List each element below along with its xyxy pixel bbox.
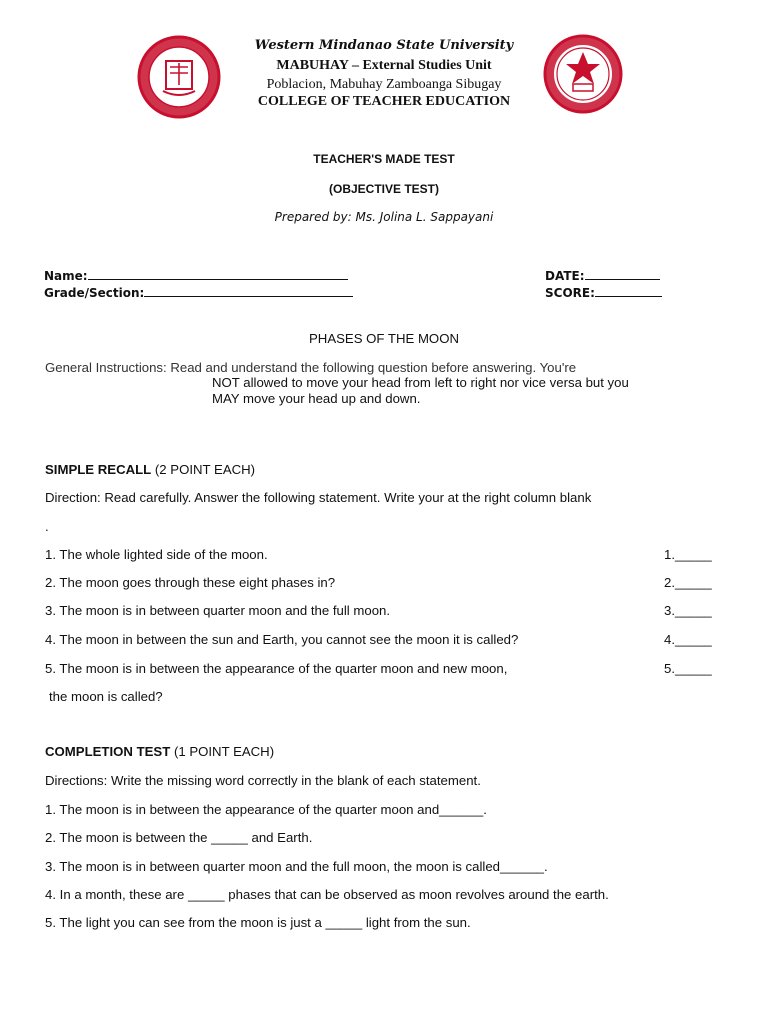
recall-item-3: 3. The moon is in between quarter moon and the full moon. <box>45 603 391 618</box>
test-subtitle: (OBJECTIVE TEST) <box>328 182 439 196</box>
instructions-line-2: NOT allowed to move your head from left to right nor vice versa but you <box>212 375 629 390</box>
prepared-by: Prepared by: Ms. Jolina L. Sappayani <box>274 210 494 224</box>
completion-direction: Directions: Write the missing word correctly in the blank of each statement. <box>45 773 481 788</box>
completion-item-3: 3. The moon is in between quarter moon and the full moon, the moon is called______. <box>45 859 548 874</box>
completion-item-4: 4. In a month, these are _____ phases that can be observed as moon revolves around the earth. <box>45 887 609 902</box>
date-line <box>585 268 660 280</box>
simple-recall-direction-cont: . <box>45 519 49 534</box>
score-line <box>595 285 662 297</box>
name-label: Name: <box>44 269 88 283</box>
completion-points: (1 POINT EACH) <box>173 744 275 759</box>
simple-recall-heading <box>45 462 255 477</box>
recall-item-1: 1. The whole lighted side of the moon. <box>45 547 268 562</box>
completion-heading <box>45 744 274 759</box>
simple-recall-title: SIMPLE RECALL <box>45 462 152 477</box>
college-name: COLLEGE OF TEACHER EDUCATION <box>257 94 511 109</box>
simple-recall-direction: Direction: Read carefully. Answer the following statement. Write your at the right column blank <box>45 490 592 505</box>
score-field[interactable] <box>545 285 662 300</box>
recall-item-4: 4. The moon in between the sun and Earth, you cannot see the moon it is called? <box>45 632 519 647</box>
date-field[interactable] <box>545 268 660 283</box>
university-name: Western Mindanao State University <box>254 38 514 53</box>
simple-recall-points: (2 POINT EACH) <box>154 462 256 477</box>
instructions-line-1: General Instructions: Read and understand the following question before answering. You're <box>45 360 577 375</box>
recall-answer-3[interactable]: 3._____ <box>664 603 712 618</box>
completion-title: COMPLETION TEST <box>45 744 171 759</box>
unit-name: MABUHAY – External Studies Unit <box>276 58 492 73</box>
grade-section-label: Grade/Section: <box>44 286 145 300</box>
recall-answer-5[interactable]: 5._____ <box>664 661 712 676</box>
name-field[interactable] <box>44 268 348 283</box>
recall-answer-2[interactable]: 2._____ <box>664 575 712 590</box>
date-label: DATE: <box>545 269 585 283</box>
recall-answer-4[interactable]: 4._____ <box>664 632 712 647</box>
grade-section-field[interactable] <box>44 285 353 300</box>
test-title: TEACHER'S MADE TEST <box>313 152 455 166</box>
unit-address: Poblacion, Mabuhay Zamboanga Sibugay <box>266 77 502 92</box>
completion-item-2: 2. The moon is between the _____ and Earth. <box>45 830 313 845</box>
recall-item-2: 2. The moon goes through these eight phases in? <box>45 575 336 590</box>
recall-answer-1[interactable]: 1._____ <box>664 547 712 562</box>
name-line <box>88 268 348 280</box>
recall-item-5: 5. The moon is in between the appearance of the quarter moon and new moon, <box>45 661 508 676</box>
grade-section-line <box>144 285 353 297</box>
instructions-line-3: MAY move your head up and down. <box>212 391 421 406</box>
completion-item-5: 5. The light you can see from the moon is just a _____ light from the sun. <box>45 915 471 930</box>
topic-title: PHASES OF THE MOON <box>309 331 459 346</box>
completion-item-1: 1. The moon is in between the appearance of the quarter moon and______. <box>45 802 487 817</box>
score-label: SCORE: <box>545 286 595 300</box>
recall-item-5-cont: the moon is called? <box>49 689 163 704</box>
